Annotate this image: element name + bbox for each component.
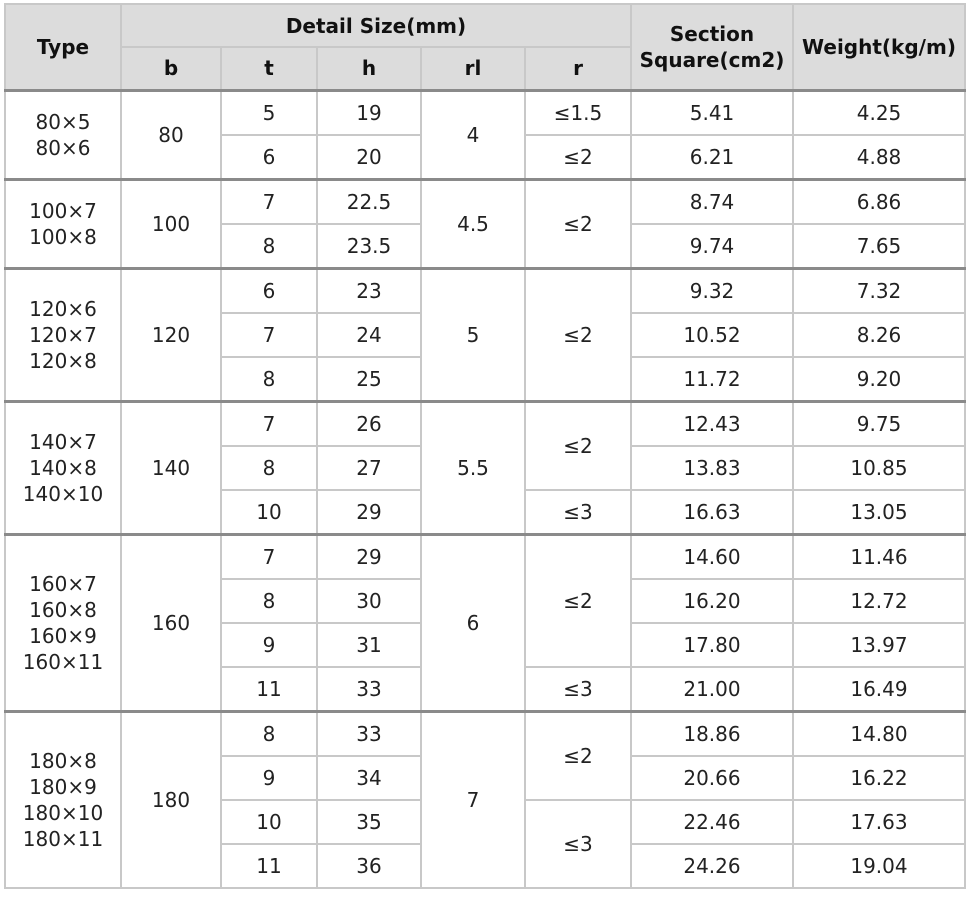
weight-cell: 13.05 (793, 490, 965, 535)
weight-cell: 13.97 (793, 623, 965, 667)
header-detail-size: Detail Size(mm) (121, 4, 631, 47)
header-weight: Weight(kg/m) (793, 4, 965, 90)
table-row (5, 534, 965, 579)
r-cell: ≤1.5 (525, 90, 631, 135)
header-t: t (221, 47, 317, 90)
t-cell: 5 (221, 90, 317, 135)
r-cell: ≤2 (525, 534, 631, 667)
weight-cell: 19.04 (793, 844, 965, 888)
weight-cell: 17.63 (793, 800, 965, 844)
section-square-cell: 5.41 (631, 90, 793, 135)
h-cell: 33 (317, 711, 421, 756)
b-cell: 120 (121, 268, 221, 401)
section-square-cell: 16.20 (631, 579, 793, 623)
t-cell: 8 (221, 446, 317, 490)
section-square-cell: 21.00 (631, 667, 793, 712)
t-cell: 8 (221, 711, 317, 756)
t-cell: 11 (221, 844, 317, 888)
h-cell: 24 (317, 313, 421, 357)
weight-cell: 6.86 (793, 179, 965, 224)
h-cell: 23.5 (317, 224, 421, 269)
h-cell: 26 (317, 401, 421, 446)
header-section-square: Section Square(cm2) (631, 4, 793, 90)
table-row (5, 401, 965, 446)
h-cell: 23 (317, 268, 421, 313)
t-cell: 6 (221, 135, 317, 180)
header-b: b (121, 47, 221, 90)
section-square-cell: 9.74 (631, 224, 793, 269)
type-cell: 160×7 160×8 160×9 160×11 (5, 534, 121, 711)
h-cell: 33 (317, 667, 421, 712)
h-cell: 34 (317, 756, 421, 800)
t-cell: 9 (221, 623, 317, 667)
r-cell: ≤2 (525, 179, 631, 268)
weight-cell: 4.25 (793, 90, 965, 135)
section-square-cell: 20.66 (631, 756, 793, 800)
section-square-cell: 8.74 (631, 179, 793, 224)
section-square-cell: 12.43 (631, 401, 793, 446)
t-cell: 7 (221, 401, 317, 446)
type-cell: 100×7 100×8 (5, 179, 121, 268)
section-square-cell: 6.21 (631, 135, 793, 180)
t-cell: 6 (221, 268, 317, 313)
header-h: h (317, 47, 421, 90)
rl-cell: 5 (421, 268, 525, 401)
section-square-cell: 14.60 (631, 534, 793, 579)
r-cell: ≤2 (525, 401, 631, 490)
t-cell: 7 (221, 313, 317, 357)
type-cell: 180×8 180×9 180×10 180×11 (5, 711, 121, 888)
weight-cell: 7.32 (793, 268, 965, 313)
section-square-cell: 18.86 (631, 711, 793, 756)
h-cell: 19 (317, 90, 421, 135)
h-cell: 29 (317, 534, 421, 579)
t-cell: 8 (221, 224, 317, 269)
header-type: Type (5, 4, 121, 90)
t-cell: 10 (221, 800, 317, 844)
r-cell: ≤2 (525, 135, 631, 180)
type-cell: 140×7 140×8 140×10 (5, 401, 121, 534)
section-square-cell: 16.63 (631, 490, 793, 535)
section-square-cell: 13.83 (631, 446, 793, 490)
h-cell: 36 (317, 844, 421, 888)
b-cell: 100 (121, 179, 221, 268)
table-row (5, 179, 965, 224)
t-cell: 7 (221, 534, 317, 579)
section-square-cell: 22.46 (631, 800, 793, 844)
r-cell: ≤3 (525, 800, 631, 888)
h-cell: 25 (317, 357, 421, 402)
t-cell: 8 (221, 579, 317, 623)
table-row (5, 711, 965, 756)
h-cell: 31 (317, 623, 421, 667)
section-square-cell: 9.32 (631, 268, 793, 313)
b-cell: 80 (121, 90, 221, 179)
h-cell: 20 (317, 135, 421, 180)
section-square-cell: 11.72 (631, 357, 793, 402)
rl-cell: 4 (421, 90, 525, 179)
h-cell: 29 (317, 490, 421, 535)
b-cell: 160 (121, 534, 221, 711)
weight-cell: 9.75 (793, 401, 965, 446)
h-cell: 35 (317, 800, 421, 844)
b-cell: 180 (121, 711, 221, 888)
b-cell: 140 (121, 401, 221, 534)
r-cell: ≤2 (525, 711, 631, 800)
weight-cell: 4.88 (793, 135, 965, 180)
weight-cell: 16.49 (793, 667, 965, 712)
table-row (5, 90, 965, 135)
rl-cell: 4.5 (421, 179, 525, 268)
type-cell: 120×6 120×7 120×8 (5, 268, 121, 401)
weight-cell: 7.65 (793, 224, 965, 269)
h-cell: 22.5 (317, 179, 421, 224)
rl-cell: 7 (421, 711, 525, 888)
t-cell: 10 (221, 490, 317, 535)
table-row (5, 268, 965, 313)
h-cell: 30 (317, 579, 421, 623)
weight-cell: 8.26 (793, 313, 965, 357)
profile-spec-table (4, 3, 966, 889)
section-square-cell: 10.52 (631, 313, 793, 357)
weight-cell: 16.22 (793, 756, 965, 800)
weight-cell: 10.85 (793, 446, 965, 490)
type-cell: 80×5 80×6 (5, 90, 121, 179)
weight-cell: 9.20 (793, 357, 965, 402)
section-square-cell: 17.80 (631, 623, 793, 667)
weight-cell: 11.46 (793, 534, 965, 579)
header-rl: rl (421, 47, 525, 90)
t-cell: 9 (221, 756, 317, 800)
weight-cell: 14.80 (793, 711, 965, 756)
weight-cell: 12.72 (793, 579, 965, 623)
r-cell: ≤2 (525, 268, 631, 401)
header-r: r (525, 47, 631, 90)
rl-cell: 6 (421, 534, 525, 711)
h-cell: 27 (317, 446, 421, 490)
rl-cell: 5.5 (421, 401, 525, 534)
t-cell: 8 (221, 357, 317, 402)
r-cell: ≤3 (525, 490, 631, 535)
section-square-cell: 24.26 (631, 844, 793, 888)
r-cell: ≤3 (525, 667, 631, 712)
t-cell: 11 (221, 667, 317, 712)
t-cell: 7 (221, 179, 317, 224)
